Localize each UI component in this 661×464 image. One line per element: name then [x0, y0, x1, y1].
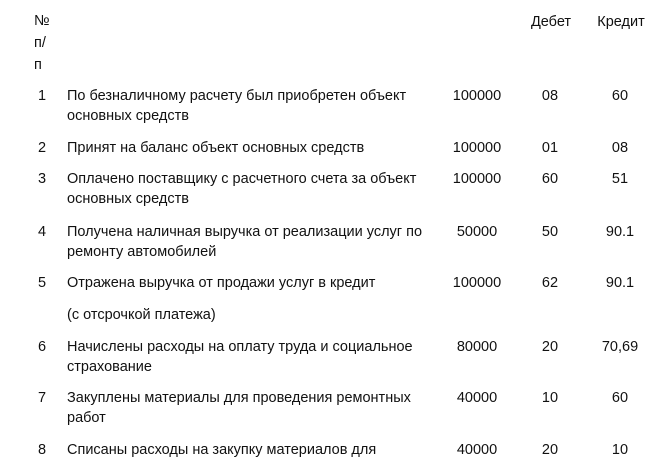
row-amount: 40000: [456, 442, 498, 458]
row-credit: 08: [611, 140, 629, 156]
row-amount: 50000: [456, 224, 498, 240]
row-number: 5: [37, 275, 47, 291]
row-debit: 50: [541, 224, 559, 240]
row-description: По безналичному расчету был приобретен объект основных средств: [67, 88, 407, 124]
row-amount: 100000: [452, 88, 502, 104]
header-num-line1: №: [34, 13, 50, 29]
row-debit: 01: [541, 140, 559, 156]
row-description-note: (с отсрочкой платежа): [67, 307, 216, 323]
row-debit: 10: [541, 390, 559, 406]
row-credit: 10: [611, 442, 629, 458]
header-num-line3: п: [34, 57, 42, 73]
row-amount: 100000: [452, 171, 502, 187]
row-number: 1: [37, 88, 47, 104]
header-debit: Дебет: [530, 14, 572, 30]
row-number: 8: [37, 442, 47, 458]
header-num-line2: п/: [34, 35, 46, 51]
header-credit: Кредит: [597, 14, 645, 30]
row-number: 4: [37, 224, 47, 240]
row-description: Получена наличная выручка от реализации услуг по ремонту автомобилей: [67, 224, 423, 260]
row-credit: 60: [611, 88, 629, 104]
row-description: Оплачено поставщику с расчетного счета за объект основных средств: [67, 171, 417, 207]
row-debit: 20: [541, 442, 559, 458]
row-description: Закуплены материалы для проведения ремонтных работ: [67, 390, 411, 426]
row-debit: 60: [541, 171, 559, 187]
row-debit: 08: [541, 88, 559, 104]
row-amount: 80000: [456, 339, 498, 355]
row-credit: 90.1: [605, 275, 635, 291]
row-description: Принят на баланс объект основных средств: [67, 140, 365, 156]
row-debit: 62: [541, 275, 559, 291]
row-number: 3: [37, 171, 47, 187]
row-amount: 100000: [452, 140, 502, 156]
row-debit: 20: [541, 339, 559, 355]
row-description: Списаны расходы на закупку материалов для: [67, 442, 377, 458]
row-credit: 51: [611, 171, 629, 187]
row-number: 6: [37, 339, 47, 355]
row-amount: 40000: [456, 390, 498, 406]
row-credit: 60: [611, 390, 629, 406]
row-amount: 100000: [452, 275, 502, 291]
row-credit: 90.1: [605, 224, 635, 240]
row-number: 2: [37, 140, 47, 156]
row-description: Отражена выручка от продажи услуг в кредит: [67, 275, 376, 291]
row-number: 7: [37, 390, 47, 406]
row-description: Начислены расходы на оплату труда и социальное страхование: [67, 339, 413, 375]
row-credit: 70,69: [601, 339, 639, 355]
